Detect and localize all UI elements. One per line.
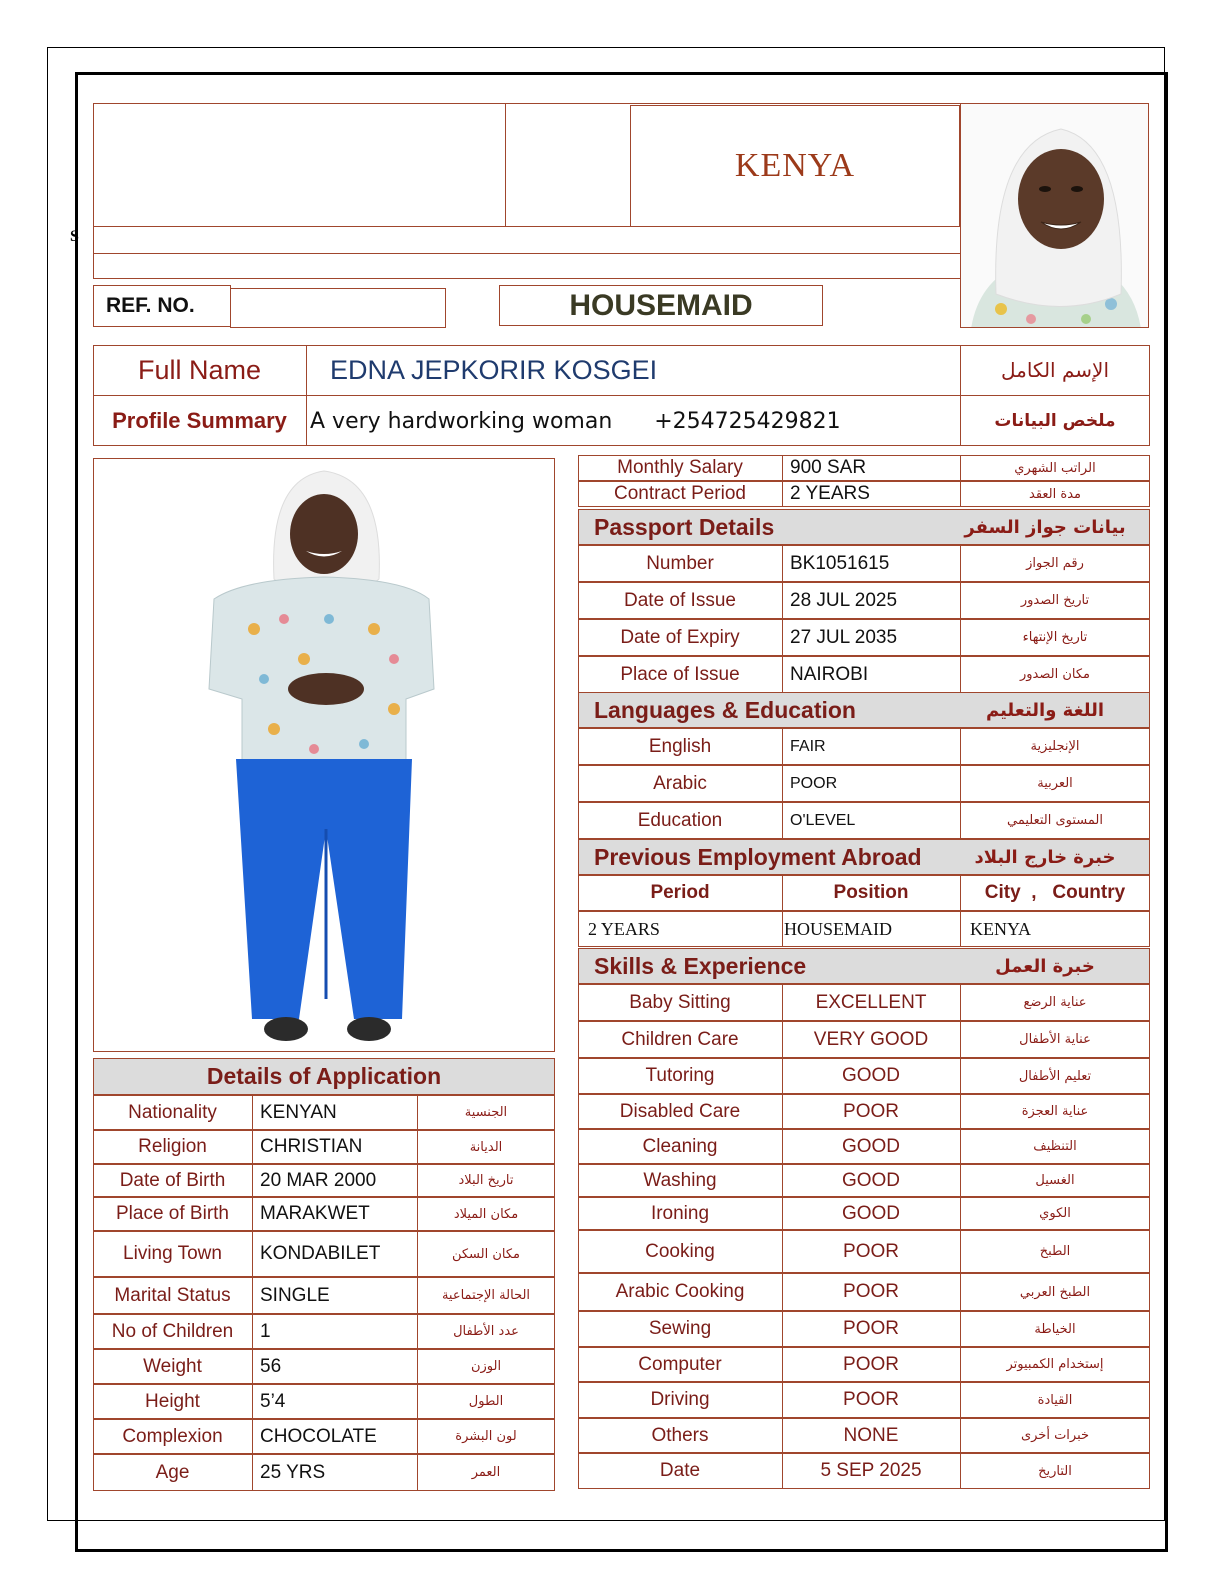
languages-row-2-value: O'LEVEL <box>790 811 856 829</box>
passport-row-1-arabic: تاريخ الصدور <box>1020 593 1090 608</box>
skills-row-13-value: 5 SEP 2025 <box>820 1460 922 1481</box>
skills-row-9-label: Sewing <box>648 1318 712 1339</box>
employment-header-title: Previous Employment Abroad <box>594 843 922 870</box>
passport-header-title: Passport Details <box>594 513 775 540</box>
ref-label: REF. NO. <box>106 294 195 317</box>
passport-row-3-arabic: مكان الصدور <box>1019 667 1090 682</box>
languages-row-2-arabic: المستوى التعليمي <box>1007 813 1103 828</box>
skills-row-2-value: GOOD <box>841 1065 901 1086</box>
passport-row-0-arabic: رقم الجواز <box>1026 556 1084 571</box>
passport-row-2-arabic: تاريخ الإنتهاء <box>1022 630 1088 645</box>
headshot-photo <box>960 103 1149 328</box>
skills-row-2-label: Tutoring <box>645 1065 715 1086</box>
employment-col-header-2: City , Country <box>984 882 1126 903</box>
skills-row-8-value: POOR <box>843 1281 899 1302</box>
skills-row-11-label: Driving <box>650 1389 710 1410</box>
full-body-image-icon <box>94 459 555 1052</box>
ref-number-field <box>230 288 446 328</box>
languages-row-0-value: FAIR <box>790 737 826 755</box>
skills-row-10-label: Computer <box>638 1353 722 1375</box>
profile-summary-label: Profile Summary <box>112 408 287 433</box>
application-row-3-arabic: مكان الميلاد <box>453 1206 519 1222</box>
employment-location: KENYA <box>970 918 1031 939</box>
application-row-6-label: No of Children <box>111 1320 234 1342</box>
passport-row-1-value: 28 JUL 2025 <box>790 589 898 611</box>
application-row-0-arabic: الجنسية <box>464 1105 508 1120</box>
application-row-5-value: SINGLE <box>260 1284 330 1306</box>
skills-row-7-label: Cooking <box>645 1240 715 1262</box>
application-row-6-arabic: عدد الأطفال <box>453 1324 519 1339</box>
skills-row-4-value: GOOD <box>841 1135 901 1157</box>
skills-row-10-value: POOR <box>843 1353 899 1375</box>
skills-row-3-arabic: عناية العجزة <box>1021 1104 1089 1119</box>
skills-row-6-value: GOOD <box>841 1202 901 1224</box>
job-title-box <box>499 285 823 326</box>
job-title: HOUSEMAID <box>569 288 753 322</box>
contract-row-0-label: Monthly Salary <box>617 457 743 478</box>
application-row-2-arabic: تاريخ البلاد <box>458 1173 514 1188</box>
skills-row-4-arabic: التنظيف <box>1033 1139 1077 1154</box>
languages-row-2-label: Education <box>637 809 723 831</box>
skills-row-10-arabic: إستخدام الكمبيوتر <box>1006 1357 1104 1372</box>
profile-summary-arabic: ملخص البيانات <box>994 411 1116 431</box>
application-row-8-arabic: الطول <box>468 1394 504 1409</box>
application-row-8-label: Height <box>145 1390 200 1412</box>
employment-col-header-0: Period <box>650 882 710 903</box>
skills-row-1-label: Children Care <box>621 1028 739 1050</box>
languages-header-title: Languages & Education <box>594 696 856 723</box>
skills-row-8-label: Arabic Cooking <box>615 1281 745 1302</box>
passport-row-2-label: Date of Expiry <box>620 626 740 648</box>
languages-header-title-arabic: اللغة والتعليم <box>985 699 1105 721</box>
passport-row-1-label: Date of Issue <box>624 589 736 611</box>
application-row-1-value: CHRISTIAN <box>260 1136 363 1157</box>
application-row-1-arabic: الديانة <box>469 1139 503 1155</box>
application-row-9-label: Complexion <box>122 1425 223 1447</box>
application-title: Details of Application <box>94 1059 554 1094</box>
skills-row-0-arabic: عناية الرضع <box>1023 995 1087 1010</box>
application-row-9-arabic: لون البشرة <box>455 1429 517 1444</box>
employment-header-title-arabic: خبرة خارج البلاد <box>974 846 1116 868</box>
employment-period: 2 YEARS <box>588 918 660 939</box>
skills-row-11-arabic: القيادة <box>1037 1392 1073 1408</box>
application-row-6-value: 1 <box>260 1320 271 1342</box>
application-row-3-label: Place of Birth <box>116 1203 229 1224</box>
skills-row-12-label: Others <box>651 1424 709 1446</box>
skills-row-8-arabic: الطبخ العربي <box>1019 1284 1091 1300</box>
application-row-0-value: KENYAN <box>260 1101 337 1123</box>
employment-position: HOUSEMAID <box>784 918 892 939</box>
application-row-2-label: Date of Birth <box>119 1169 226 1191</box>
passport-row-0-label: Number <box>646 552 714 574</box>
skills-row-5-label: Washing <box>643 1169 717 1191</box>
skills-row-5-value: GOOD <box>841 1169 901 1191</box>
application-row-8-value: 5’4 <box>260 1390 286 1412</box>
skills-row-7-value: POOR <box>843 1240 899 1262</box>
skills-row-6-label: Ironing <box>650 1202 710 1224</box>
languages-row-1-value: POOR <box>790 774 838 792</box>
application-row-1-label: Religion <box>138 1136 207 1157</box>
full-body-photo <box>93 458 555 1052</box>
skills-row-0-label: Baby Sitting <box>629 991 731 1013</box>
profile-summary-value: A very hardworking woman +254725429821 <box>310 408 841 434</box>
contract-row-0-value: 900 SAR <box>790 457 867 478</box>
full-name-label: Full Name <box>137 354 262 385</box>
application-row-4-arabic: مكان السكن <box>451 1246 521 1262</box>
application-row-7-arabic: الوزن <box>470 1359 502 1374</box>
application-row-7-label: Weight <box>143 1355 202 1377</box>
skills-row-5-arabic: الغسيل <box>1035 1173 1075 1188</box>
skills-row-9-value: POOR <box>843 1318 899 1339</box>
application-row-0-label: Nationality <box>128 1101 217 1123</box>
contract-row-1-arabic: مدة العقد <box>1029 486 1081 502</box>
employment-col-header-1: Position <box>833 882 909 903</box>
contract-row-1-label: Contract Period <box>613 483 746 504</box>
languages-row-0-arabic: الإنجليزية <box>1030 739 1080 754</box>
application-row-5-arabic: الحالة الإجتماعية <box>441 1288 531 1303</box>
skills-row-3-label: Disabled Care <box>619 1100 741 1122</box>
passport-row-2-value: 27 JUL 2035 <box>790 626 898 648</box>
full-name-value: EDNA JEPKORIR KOSGEI <box>330 354 658 385</box>
skills-row-4-label: Cleaning <box>642 1135 718 1157</box>
application-row-10-value: 25 YRS <box>260 1461 326 1483</box>
passport-header-title-arabic: بيانات جواز السفر <box>964 516 1126 538</box>
skills-row-11-value: POOR <box>843 1389 899 1410</box>
application-row-4-value: KONDABILET <box>260 1243 381 1264</box>
passport-row-3-value: NAIROBI <box>790 663 869 685</box>
skills-row-1-value: VERY GOOD <box>813 1028 929 1050</box>
languages-row-1-arabic: العربية <box>1037 776 1073 791</box>
application-row-10-arabic: العمر <box>471 1465 501 1480</box>
skills-row-2-arabic: تعليم الأطفال <box>1018 1068 1092 1084</box>
languages-row-0-label: English <box>648 735 712 757</box>
skills-header-title: Skills & Experience <box>594 952 807 979</box>
skills-row-1-arabic: عناية الأطفال <box>1019 1032 1091 1047</box>
country-box <box>630 105 960 227</box>
skills-row-12-value: NONE <box>843 1424 899 1446</box>
skills-row-0-value: EXCELLENT <box>815 991 927 1013</box>
application-row-3-value: MARAKWET <box>260 1203 370 1224</box>
skills-row-13-arabic: التاريخ <box>1038 1463 1072 1479</box>
ref-label-box <box>93 285 231 327</box>
passport-row-3-label: Place of Issue <box>620 663 740 685</box>
application-row-2-value: 20 MAR 2000 <box>260 1169 377 1191</box>
skills-row-13-label: Date <box>659 1460 701 1481</box>
skills-row-6-arabic: الكوي <box>1039 1206 1071 1221</box>
application-row-10-label: Age <box>155 1461 190 1483</box>
application-row-9-value: CHOCOLATE <box>260 1425 377 1447</box>
passport-row-0-value: BK1051615 <box>790 552 890 574</box>
stray-mark: S <box>70 228 79 245</box>
contract-row-1-value: 2 YEARS <box>790 483 870 504</box>
skills-row-3-value: POOR <box>843 1100 899 1122</box>
contract-row-0-arabic: الراتب الشهري <box>1014 460 1096 476</box>
full-name-arabic: الإسم الكامل <box>1000 358 1110 382</box>
application-row-4-label: Living Town <box>123 1243 222 1264</box>
languages-row-1-label: Arabic <box>653 772 707 794</box>
country-label: KENYA <box>734 147 856 184</box>
skills-row-7-arabic: الطبخ <box>1039 1244 1071 1259</box>
headshot-image-icon <box>961 104 1149 328</box>
skills-header-title-arabic: خبرة العمل <box>995 955 1095 977</box>
application-row-5-label: Marital Status <box>114 1284 231 1306</box>
application-row-7-value: 56 <box>260 1355 282 1377</box>
skills-row-12-arabic: خبرات أخرى <box>1020 1428 1090 1443</box>
skills-row-9-arabic: الخياطة <box>1034 1321 1076 1337</box>
